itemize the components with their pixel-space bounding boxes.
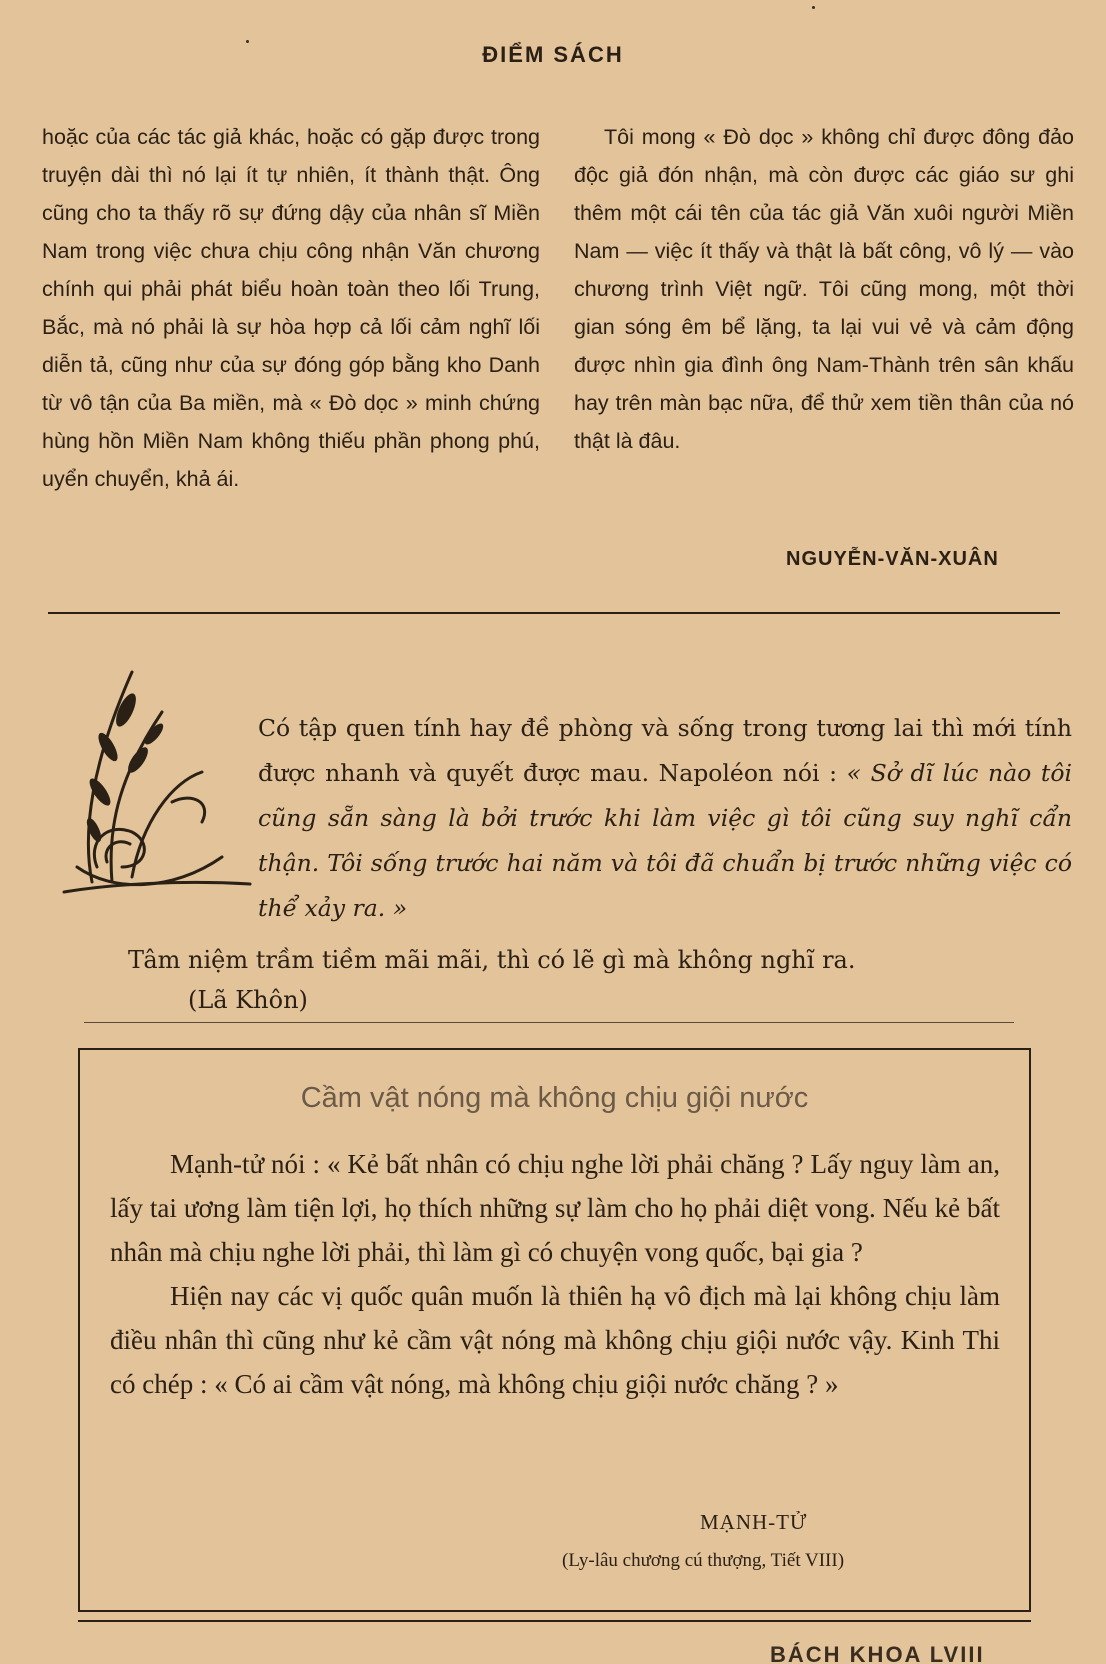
page-header: ĐIỂM SÁCH (482, 42, 624, 67)
right-column-text: Tôi mong « Đò dọc » không chỉ được đông đảo độc giả đón nhận, mà còn được các giáo sư ghi thêm một cái tên của tác giả Văn xuôi người Miền Nam — việc ít thấy và thật là bất công, vô lý — vào chương trình Việt ngữ. Tôi cũng mong, một thời gian sóng êm bể lặng, ta lại vui vẻ và cảm động được nhìn gia đình ông Nam-Thành trên sân khấu hay trên màn bạc nữa, để thử xem tiền thân của nó thật là đâu. (574, 125, 1074, 453)
bottom-divider (78, 1620, 1031, 1622)
left-column-text: hoặc của các tác giả khác, hoặc có gặp được trong truyện dài thì nó lại ít tự nhiên, ít thành thật. Ông cũng cho ta thấy rõ sự đứng dậy của nhân sĩ Miền Nam trong việc chưa chịu công nhận Văn chương chính qui phải phát biểu hoàn toàn theo lối Trung, Bắc, mà nó phải là sự hòa hợp cả lối cảm nghĩ lối diễn tả, cũng như của sự đóng góp bằng kho Danh từ vô tận của Ba miền, mà « Đò dọc » minh chứng hùng hồn Miền Nam không thiếu phần phong phú, uyển chuyển, khả ái. (42, 125, 540, 491)
paper-speck (812, 6, 815, 9)
boxed-paragraph-2: Hiện nay các vị quốc quân muốn là thiên hạ vô địch mà lại không chịu làm điều nhân thì cũng như kẻ cầm vật nóng mà không chịu giội nước vậy. Kinh Thi có chép : « Có ai cầm vật nóng, mà không chịu giội nước chăng ? » (110, 1281, 1000, 1399)
boxed-article-citation: (Ly-lâu chương cú thượng, Tiết VIII) (562, 1550, 845, 1571)
napoleon-quote-block (258, 706, 1072, 931)
section-divider (48, 612, 1060, 614)
proverb-text: Tâm niệm trầm tiềm mãi mãi, thì có lẽ gì mà không nghĩ ra. (128, 946, 856, 974)
proverb-block (128, 940, 1072, 1020)
thin-divider (84, 1022, 1014, 1023)
quote-intro: Có tập quen tính hay đề phòng và sống trong tương lai thì mới tính được nhanh và quyết được mau. Napoléon nói : (258, 714, 1072, 787)
boxed-paragraph-1: Mạnh-tử nói : « Kẻ bất nhân có chịu nghe lời phải chăng ? Lấy nguy làm an, lấy tai ương làm tiện lợi, họ thích những sự làm cho họ phải diệt vong. Nếu kẻ bất nhân mà chịu nghe lời phải, thì làm gì có chuyện vong quốc, bại gia ? (110, 1149, 1000, 1267)
article-signature: NGUYỄN-VĂN-XUÂN (786, 548, 999, 570)
plant-ornament-icon (52, 652, 252, 912)
footer-magazine-name: BÁCH KHOA LVIII (770, 1642, 985, 1664)
boxed-article-body (110, 1142, 1000, 1406)
proverb-source: (Lã Khôn) (188, 986, 308, 1014)
left-column (42, 118, 540, 498)
right-column (574, 118, 1074, 460)
napoleon-quote: « Sở dĩ lúc nào tôi cũng sẵn sàng là bởi trước khi làm việc gì tôi cũng suy nghĩ cẩn thận. Tôi sống trước hai năm và tôi đã chuẩn bị trước những việc có thể xảy ra. » (258, 759, 1072, 922)
boxed-article-title: Cầm vật nóng mà không chịu giội nước (300, 1082, 809, 1114)
boxed-article-author: MẠNH-TỬ (700, 1510, 808, 1534)
